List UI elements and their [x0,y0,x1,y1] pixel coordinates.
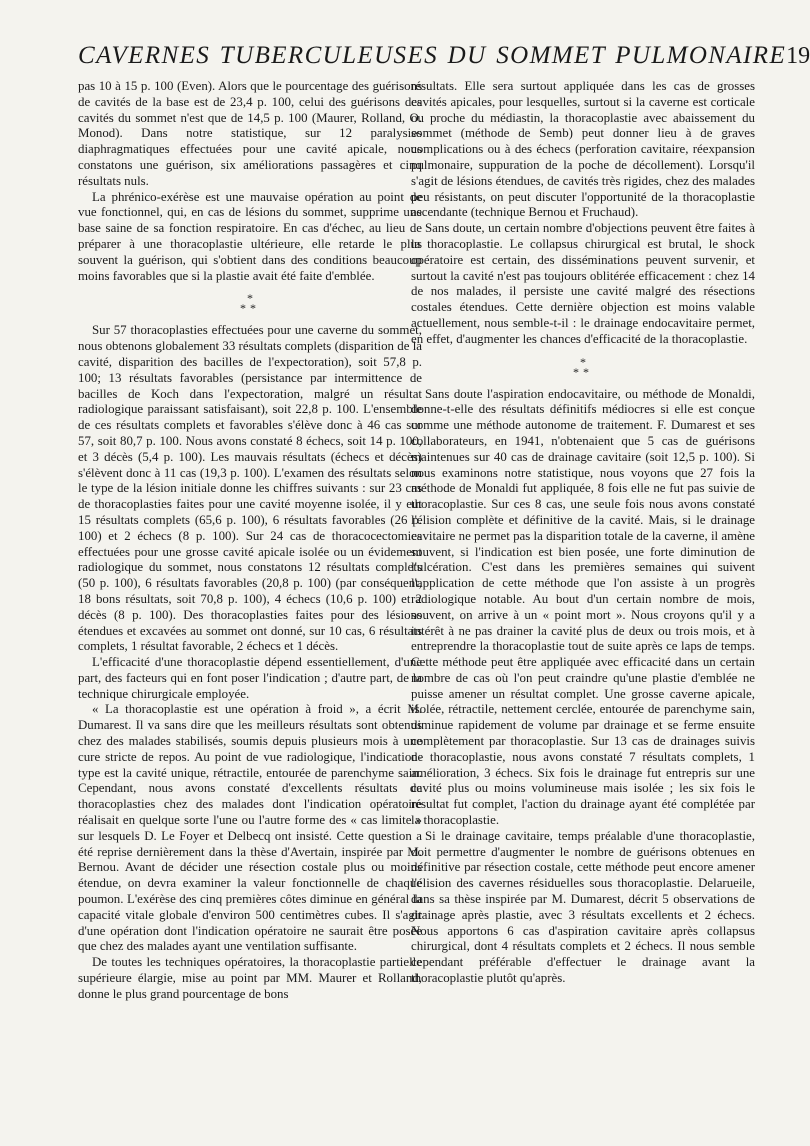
paragraph: La phrénico-exérèse est une mauvaise opération au point de vue fonctionnel, qui, en cas de lésions du sommet, supprime une base saine de sa fonction respiratoire. En cas d'échec, au lieu de préparer à une thoracoplastie ultérieure, elle retarde le plus souvent la guérison, qui s'obtient dans des conditions beaucoup moins favorables que si la plastie avait été faite d'emblée. [78,189,422,283]
paragraph: pas 10 à 15 p. 100 (Even). Alors que le pourcentage des guérisons de cavités de la base est de 23,4 p. 100, celui des guérisons des cavités du sommet n'est que de 14,5 p. 100 (Maurer, Rolland, O. Monod). Dans notre statistique, sur 12 paralysies diaphragmatiques effectuées pour une cavité apicale, nous constatons une guérison, six améliorations passagères et cinq résultats nuls. [78,79,422,188]
asterism-divider: * ** [240,291,260,316]
paragraph: L'efficacité d'une thoracoplastie dépend essentiellement, d'une part, des facteurs qui en font poser l'indication ; d'autre part, de la technique chirurgicale employée. [78,655,422,701]
left-column [78,79,422,1003]
paragraph: « La thoracoplastie est une opération à froid », a écrit M. Dumarest. Il va sans dire que les meilleurs résultats sont obtenus chez des malades stabilisés, soumis depuis plusieurs mois à une cure stricte de repos. Au point de vue radiologique, l'indication-type est la cavité unique, rétractile, entourée de parenchyme sain. Cependant, nous avons constaté d'excellents résultats de thoracoplasties chez des malades dont l'indication opératoire réalisait en quelque sorte l'une ou l'autre forme des « cas limite » sur lesquels D. Le Foyer et Delbecq ont insisté. Cette question a été reprise dernièrement dans la thèse d'Avertain, inspirée par M. Bernou. Avant de décider une résection costale plus ou moins étendue, on devra examiner la valeur fonctionnelle de chaque poumon. L'exérèse des cinq premières côtes diminue en général la capacité vitale globale d'environ 500 centimètres cubes. Il s'agit d'une opération dont l'indication opératoire ne saurait être posée que chez des malades ayant une ventilation suffisante. [78,702,422,954]
paragraph: Sans doute, un certain nombre d'objections peuvent être faites à la thoracoplastie. Le collapsus chirurgical est brutal, le shock opératoire est certain, des disséminations peuvent survenir, et surtout la cavité n'est pas toujours oblitérée efficacement : chez 14 de nos malades, il persiste une cavité malgré des résections costales étendues. Cette dernière objection est moins valable actuellement, nous semble-t-il : le drainage endocavitaire permet, en effet, d'augmenter les chances d'efficacité de la thoracoplastie. [411,221,755,346]
asterism-divider: * ** [573,354,593,379]
running-header [78,42,810,70]
right-column [411,79,755,987]
page-number: 19 [786,43,810,69]
running-title: CAVERNES TUBERCULEUSES DU SOMMET PULMONAIRE [78,42,787,69]
paragraph: Sur 57 thoracoplasties effectuées pour une caverne du sommet, nous obtenons globalement 33 résultats complets (disparition de la cavité, disparition des bacilles de l'expectoration), soit 57,8 p. 100; 13 résultats favorables (persistance par intermittence de bacilles de Koch dans l'expectoration, malgré un résultat radiologique paraissant satisfaisant), soit 22,8 p. 100. L'ensemble de ces résultats complets et favorables s'élève donc à 46 cas sur 57, soit 80,7 p. 100. Nous avons constaté 8 échecs, soit 14 p. 100, et 3 décès (5,4 p. 100). Les mauvais résultats (échecs et décès) s'élèvent donc à 11 cas (19,3 p. 100). L'examen des résultats selon le type de la lésion initiale donne les chiffres suivants : sur 23 cas de thoracoplasties faites pour une cavité moyenne isolée, il y eut 15 résultats complets (65,6 p. 100), 6 résultats favorables (26 p. 100) et 2 échecs (8 p. 100). Sur 24 cas de thoracocectomies effectuées pour une grosse cavité apicale isolée ou un évidement radiologique du sommet, nous constatons 12 résultats complets (50 p. 100), 6 résultats favorables (20,8 p. 100) (par conséquent, 18 bons résultats, soit 70,8 p. 100), 4 échecs (10,6 p. 100) et 2 décès (8 p. 100). Des thoracoplasties faites pour des lésions étendues et excavées au sommet ont donné, sur 10 cas, 6 résultats complets, 1 résultat favorable, 2 échecs et 1 décès. [78,323,422,654]
paragraph: De toutes les techniques opératoires, la thoracoplastie partielle supérieure élargie, mise au point par MM. Maurer et Rolland, donne le plus grand pourcentage de bons [78,955,422,1001]
paragraph: résultats. Elle sera surtout appliquée dans les cas de grosses cavités apicales, pour lesquelles, surtout si la caverne est corticale ou proche du médiastin, la thoracoplastie avec abaissement du sommet (méthode de Semb) peut donner lieu à de graves complications ou à des échecs (perforation cavitaire, réexpansion pulmonaire, suppuration de la poche de décollement). Lorsqu'il s'agit de lésions étendues, de cavités très rigides, chez des malades peu résistants, on peut discuter l'opportunité de la thoracoplastie ascendante (technique Bernou et Fruchaud). [411,79,755,220]
paragraph: Sans doute l'aspiration endocavitaire, ou méthode de Monaldi, donne-t-elle des résultats définitifs médiocres si elle est conçue comme une méthode autonome de traitement. F. Dumarest et ses collaborateurs, en 1941, n'obtenaient que 5 cas de guérisons maintenues sur 40 cas de drainage cavitaire (soit 12,5 p. 100). Si nous examinons notre statistique, nous voyons que 27 fois la méthode de Monaldi fut appliquée, 8 fois elle ne fut pas suivie de thoracoplastie. Sur ces 8 cas, une seule fois nous avons constaté l'élision complète et définitive de la cavité. Mais, si le drainage cavitaire ne permet pas la disparition totale de la caverne, il amène souvent, si l'indication est bien posée, une forte diminution de l'ulcération. C'est dans les premières semaines qui suivent l'application de cette méthode que l'on assiste à un progrès radiologique notable. Au bout d'un certain nombre de mois, souvent, on arrive à un « point mort ». Nous croyons qu'il y a intérêt à ne pas drainer la cavité plus de deux ou trois mois, et à entreprendre la thoracoplastie tout de suite après ce laps de temps. Cette méthode peut être appliquée avec efficacité dans un certain nombre de cas où l'on peut craindre qu'une plastie d'emblée ne puisse amener un résultat complet. Une grosse caverne apicale, isolée, rétractile, nettement cerclée, entourée de parenchyme sain, diminue rapidement de volume par drainage et se ferme ensuite complètement par thoracoplastie. Sur 13 cas de drainages suivis de thoracoplastie, nous avons constaté 7 résultats complets, 1 amélioration, 3 échecs. Six fois le drainage fut entrepris sur une cavité plus ou moins volumineuse mais isolée ; les six fois le résultat fut complet, l'action du drainage ayant été complétée par la thoracoplastie. [411,386,755,828]
paragraph: Si le drainage cavitaire, temps préalable d'une thoracoplastie, doit permettre d'augmenter le nombre de guérisons obtenues en définitive par résection costale, cette méthode peut encore amener l'élision des cavernes résiduelles sous thoracoplastie. Delarueile, dans sa thèse inspirée par M. Dumarest, décrit 5 observations de drainage après plastie, avec 3 résultats excellents et 2 échecs. Nous apportons 6 cas d'aspiration cavitaire après collapsus chirurgical, dont 4 résultats complets et 2 échecs. Il nous semble cependant préférable d'effectuer le drainage avant la thoracoplastie plutôt qu'après. [411,828,755,986]
